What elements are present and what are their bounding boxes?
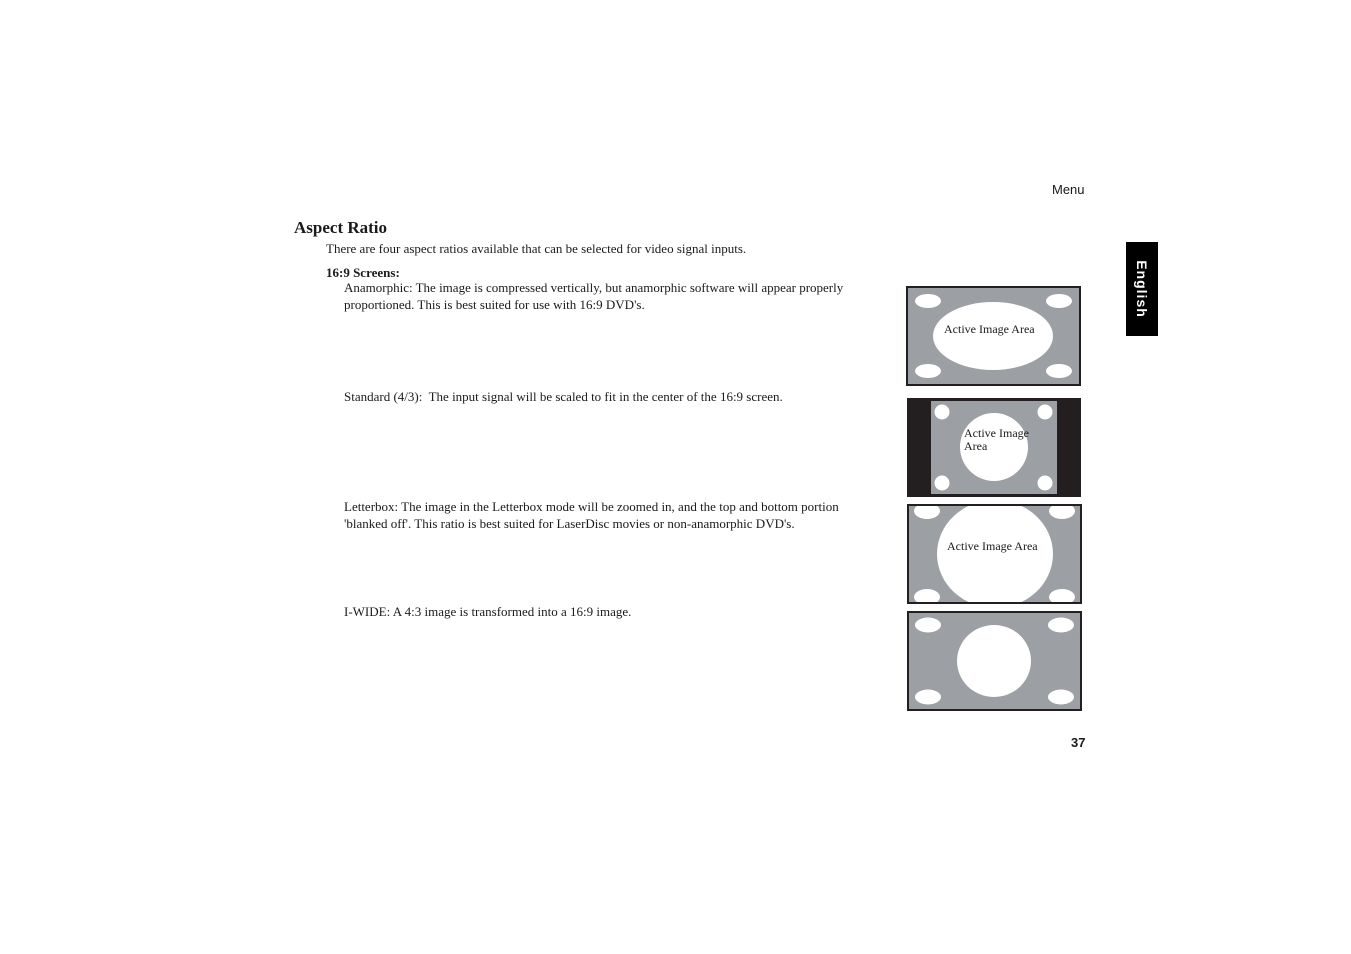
letterbox-description: Letterbox: The image in the Letterbox mode will be zoomed in, and the top and bottom portion 'blanked off'. This ratio is best suited for LaserDisc movies or non-anamorphic DVD's.	[344, 499, 839, 531]
intro-text: There are four aspect ratios available that can be selected for video signal inputs.	[326, 241, 747, 256]
standard-diagram-label-line1: Active Image	[964, 426, 1029, 440]
letterbox-diagram-label: Active Image Area	[947, 539, 1038, 553]
letterbox-diagram	[907, 504, 1083, 605]
standard-diagram	[906, 397, 1082, 498]
iwide-diagram	[907, 611, 1083, 712]
anamorphic-description: Anamorphic: The image is compressed vertically, but anamorphic software will appear properly proportioned. This is best suited for use with 16:9 DVD's.	[344, 280, 844, 312]
section-title: Aspect Ratio	[294, 218, 388, 237]
subheading: 16:9 Screens:	[326, 265, 400, 280]
section-header: Menu	[1052, 182, 1085, 197]
anamorphic-diagram-label: Active Image Area	[944, 322, 1035, 336]
anamorphic-diagram	[906, 286, 1082, 387]
standard-diagram-label-line2: Area	[964, 439, 988, 453]
page-number: 37	[1071, 735, 1086, 750]
language-tab	[1126, 242, 1158, 336]
iwide-description: I-WIDE: A 4:3 image is transformed into a 16:9 image.	[344, 604, 632, 619]
standard-description: Standard (4/3): The input signal will be scaled to fit in the center of the 16:9 screen.	[344, 389, 783, 404]
language-tab-label: English	[1134, 260, 1150, 318]
